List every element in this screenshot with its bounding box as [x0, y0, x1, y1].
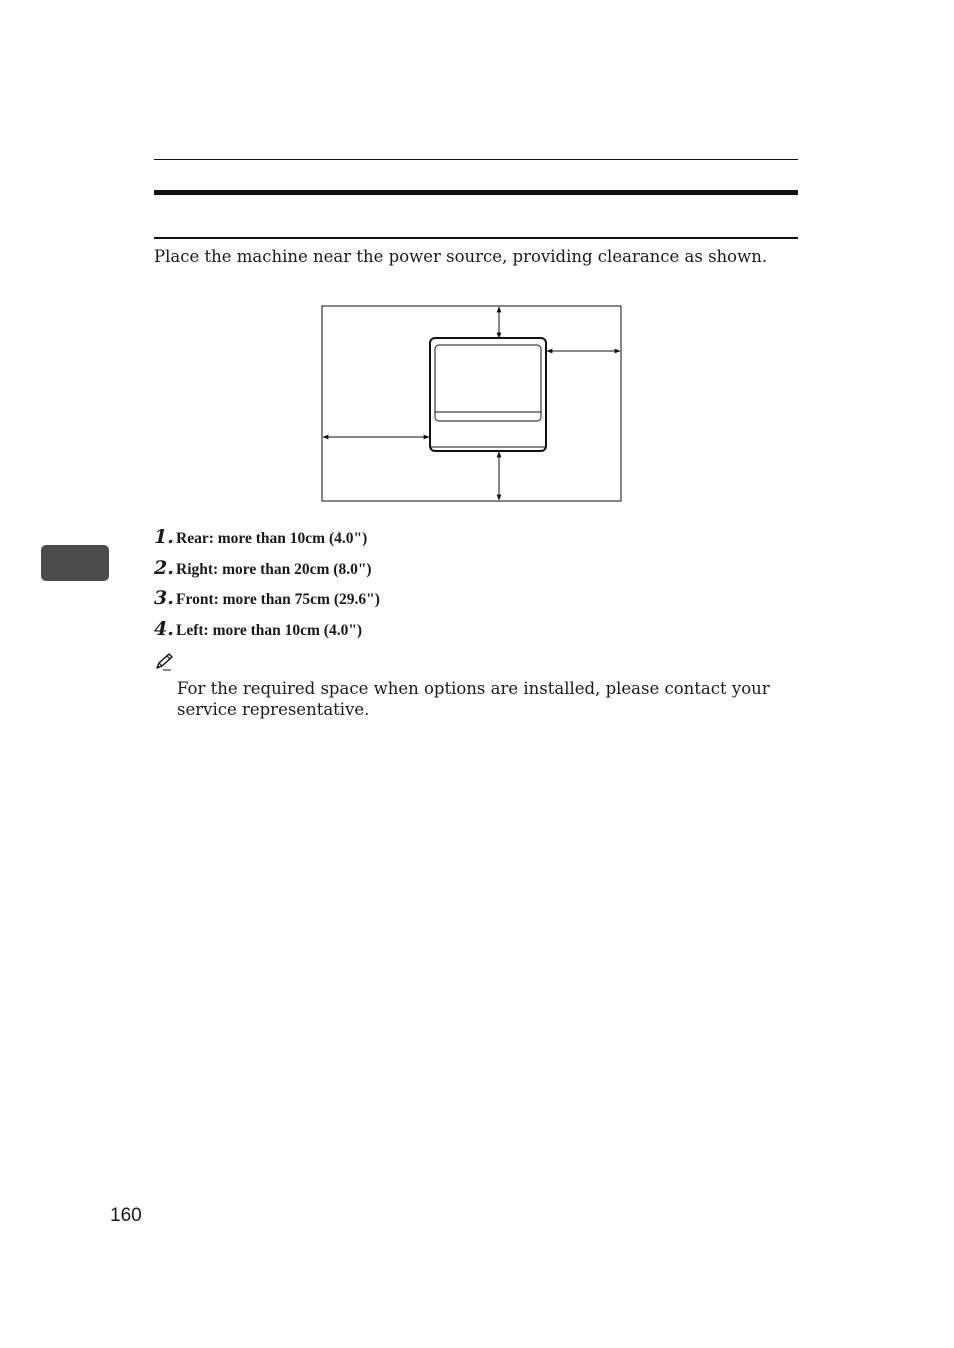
list-item — [154, 557, 380, 588]
header-rule-thick — [154, 190, 798, 195]
item-text: Right: more than 20cm (8.0") — [176, 560, 372, 578]
item-number: 2. — [154, 556, 174, 579]
list-item — [154, 618, 380, 649]
intro-paragraph: Place the machine near the power source, providing clearance as shown. — [154, 247, 768, 266]
item-text: Left: more than 10cm (4.0") — [176, 621, 363, 639]
header-rule-thin — [154, 159, 798, 160]
page-number: 160 — [110, 1205, 142, 1226]
item-number: 4. — [154, 617, 174, 640]
list-item — [154, 526, 380, 557]
clearance-list — [154, 526, 380, 648]
item-number: 1. — [154, 526, 174, 548]
item-text: Rear: more than 10cm (4.0") — [176, 530, 368, 547]
item-text: Front: more than 75cm (29.6") — [176, 591, 380, 608]
pencil-note-icon — [154, 653, 174, 671]
item-number: 3. — [154, 587, 174, 609]
header-rule-bottom — [154, 237, 798, 239]
clearance-diagram — [321, 305, 623, 503]
machine-outline — [430, 338, 546, 451]
list-item — [154, 587, 380, 618]
note-text: For the required space when options are installed, please contact your service representative. — [177, 679, 770, 719]
chapter-tab — [41, 545, 109, 581]
